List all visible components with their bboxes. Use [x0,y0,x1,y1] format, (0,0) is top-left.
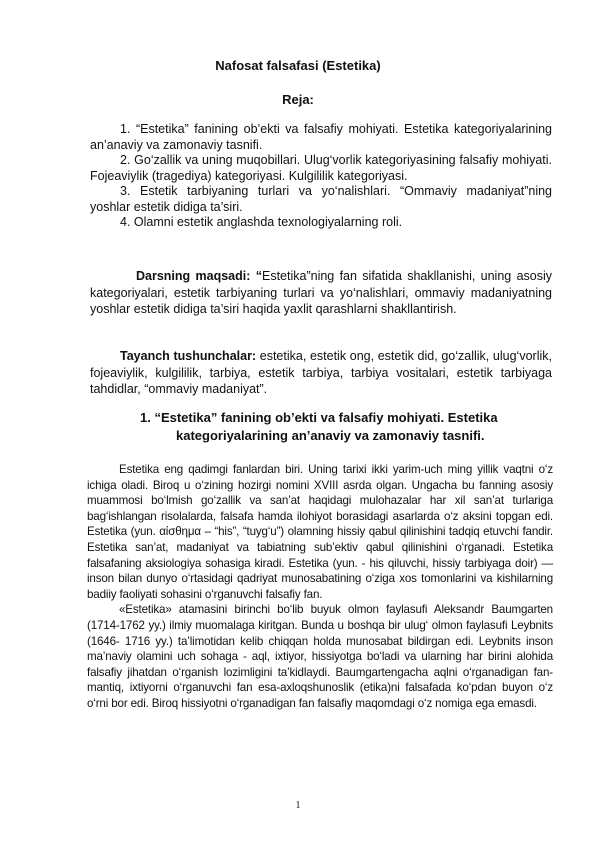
body-paragraph-2: «Estetika» atamasini birinchi bo‘lib buyuk olmon faylasufi Aleksandr Baumgarten (1714-1762 yy.) ilmiy muomalaga kiritgan. Bunda u boshqa bir ulug‘ olmon faylasufi Leybnits (1646- 1716 yy.) ta’limotidan kelib chiqqan holda munosabat bildirgan edi. Leybnits inson ma’naviy olamini uch sohaga - aql, ixtiyor, hissiyotga bo‘ladi va ularning har birini alohida falsafiy jihatdan o‘rganish lozimligini ta’kidlaydi. Baumgartengacha aqlni o‘rganadigan fan-mantiq, ixtiyorni o‘rganuvchi fan esa-axloqshunoslik (etika)ni falsafada ko‘pdan buyon o‘z o‘rni bor edi. Biroq hissiyotni o‘rganadigan fan falsafiy maqomdagi o‘z nomiga ega emasdi. [87,603,553,710]
section-heading [140,409,540,445]
body-paragraph-1: Estetika eng qadimgi fanlardan biri. Uning tarixi ikki yarim-uch ming yillik vaqtni o‘z ichiga oladi. Biroq u o‘zining hozirgi nomini XVIII asrda olgan. Ungacha bu fanning asosiy muammosi bo‘lmish go‘zallik va san’at haqidagi mulohazalar har xil san’at turlariga bag‘ishlangan risolalarda, falsafa hamda ilohiyot borasidagi asarlarda o‘z aksini topgan edi. Estetika (yun. αίσθημα – “his”, “tuyg‘u”) olamning hissiy qabul qilinishini tadqiq etuvchi fandir. Estetika san’at, madaniyat va tabiatning sub’ektiv qabul qilinishini o‘rganadi. Estetika falsafaning aksiologiya sohasiga kiradi. Estetika (yun. - his qiluvchi, hissiy tarbiyaga doir) — inson bilan dunyo o‘rtasidagi qadriyat munosabatining o‘ziga xos tomonlarini va kishilarning badiiy faoliyati sohasini o‘rganuvchi falsafiy fan. [87,463,553,601]
plan-item-1: 1. “Estetika” fanining ob’ekti va falsafiy mohiyati. Estetika kategoriyalarining an’anaviy va zamonaviy tasnifi. [90,122,552,152]
plan-heading: Reja: [282,92,314,107]
goal-text: Estetika”ning fan sifatida shakllanishi, uning asosiy kategoriyalari, estetik tarbiyaning turlari va yo‘nalishlari, ommaviy madaniyatning yoshlar estetik didiga ta’siri haqida yaxlit qarashlarni shakllantirish. [90,269,553,316]
plan-list [90,122,552,231]
body-text [87,462,553,712]
plan-item-3: 3. Estetik tarbiyaning turlari va yo‘nalishlari. “Ommaviy madaniyat”ning yoshlar estetik didiga ta’siri. [90,184,552,214]
key-concepts [90,348,552,398]
concepts-label: Tayanch tushunchalar: [120,349,257,363]
plan-item-4: 4. Olamni estetik anglashda texnologiyalarning roli. [120,215,403,229]
lesson-goal [90,268,552,318]
plan-item-2: 2. Go‘zallik va uning muqobillari. Ulug‘vorlik kategoriyasining falsafiy mohiyati. Fojeaviylik (tragediya) kategoriyasi. Kulgililik kategoriyasi. [90,153,552,183]
document-title: Nafosat falsafasi (Estetika) [215,58,381,73]
page-number: 1 [295,800,301,811]
concepts-text: estetika, estetik ong, estetik did, go‘zallik, ulug‘vorlik, fojeaviylik, kulgililik, tarbiya, estetik tarbiya, tarbiya vositalari, estetik tarbiyaga tahdidlar, “ommaviy madaniyat”. [90,349,552,396]
section-heading-line-2: kategoriyalarining an’anaviy va zamonaviy tasnifi. [176,428,485,443]
goal-label: Darsning maqsadi: “ [136,269,262,283]
section-heading-line-1: 1. “Estetika” fanining ob’ekti va falsafiy mohiyati. Estetika [140,410,498,425]
